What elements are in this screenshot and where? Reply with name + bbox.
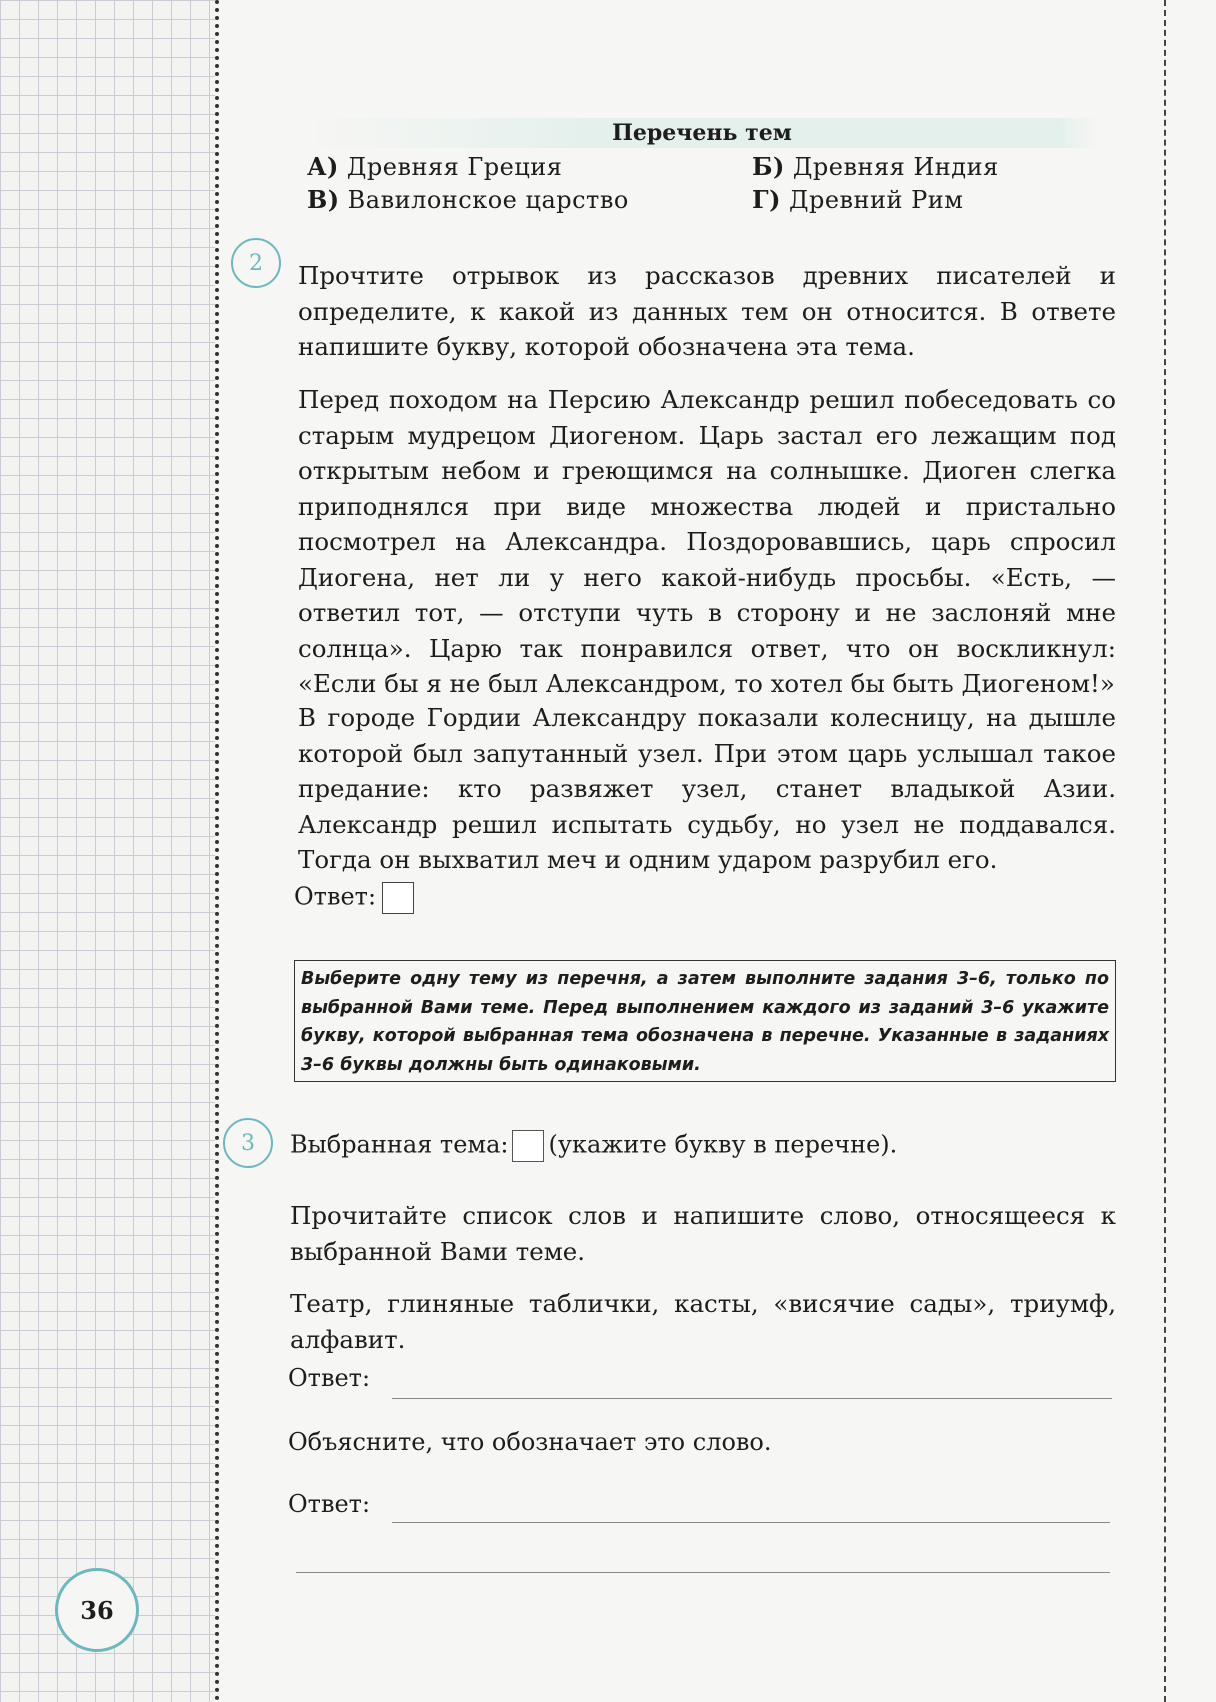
task-2-prompt: Прочтите отрывок из рассказов древних писателей и определите, к какой из данных тем он относится. В ответе напишите букву, которой обозначена эта тема. (298, 261, 1116, 361)
task-3-answer-1-label: Ответ: (288, 1364, 371, 1392)
task-3-number: 3 (223, 1118, 273, 1168)
grid-margin (0, 0, 215, 1702)
task-2-passage-2: В городе Гордии Александру показали колесницу, на дышле которой был запутанный узел. При этом царь услышал такое предание: кто развяжет узел, станет владыкой Азии. Александр решил испытать судьбу, но узел не поддавался. Тогда он выхватил меч и одним ударом разрубил его. (298, 703, 1116, 874)
task-3-explain-prompt: Объясните, что обозначает это слово. (288, 1428, 772, 1456)
topics-title: Перечень тем (307, 118, 1097, 148)
instruction-box: Выберите одну тему из перечня, а затем выполните задания 3–6, только по выбранной Вами теме. Перед выполнением каждого из заданий 3–6 укажите букву, которой выбранная тема обозначена в перечне. Указанные в заданиях 3–6 буквы должны быть одинаковыми. (294, 960, 1116, 1082)
topic-v: В) Вавилонское царство (307, 185, 629, 214)
cut-dashed-line (1164, 0, 1166, 1702)
binding-dotted-line (215, 0, 219, 1702)
task-3-answer-1-line[interactable] (392, 1398, 1112, 1399)
task-2-answer-box[interactable] (382, 882, 414, 914)
task-2-passage-1: Перед походом на Персию Александр решил побеседовать со старым мудрецом Диогеном. Царь застал его лежащим под открытым небом и греющимся на солнышке. Диоген слегка приподнялся при виде множества людей и пристально посмотрел на Александра. Поздоровавшись, царь спросил Диогена, нет ли у него какой-нибудь просьбы. «Есть, — ответил тот, — отступи чуть в сторону и не заслоняй мне солнца». Царю так понравился ответ, что он воскликнул: «Если бы я не был Александром, то хотел бы быть Диогеном!» (298, 385, 1116, 698)
task-3-chosen-topic: Выбранная тема: (укажите букву в перечне). (290, 1130, 897, 1162)
task-3-topic-box[interactable] (512, 1130, 544, 1162)
topic-g: Г) Древний Рим (752, 185, 964, 214)
task-3-words: Театр, глиняные таблички, касты, «висячие сады», триумф, алфавит. (290, 1289, 1116, 1354)
topic-a: А) Древняя Греция (307, 152, 563, 181)
page-number: 36 (55, 1568, 139, 1652)
task-3-prompt: Прочитайте список слов и напишите слово, относящееся к выбранной Вами теме. (290, 1201, 1116, 1266)
task-3-answer-2-line[interactable] (392, 1522, 1110, 1523)
task-2-number: 2 (231, 238, 281, 288)
topic-b: Б) Древняя Индия (752, 152, 999, 181)
task-3-answer-2-label: Ответ: (288, 1490, 371, 1518)
task-3-answer-2-line-extra[interactable] (296, 1572, 1110, 1573)
workbook-page (232, 0, 1152, 1702)
task-2-answer: Ответ: (294, 882, 414, 914)
